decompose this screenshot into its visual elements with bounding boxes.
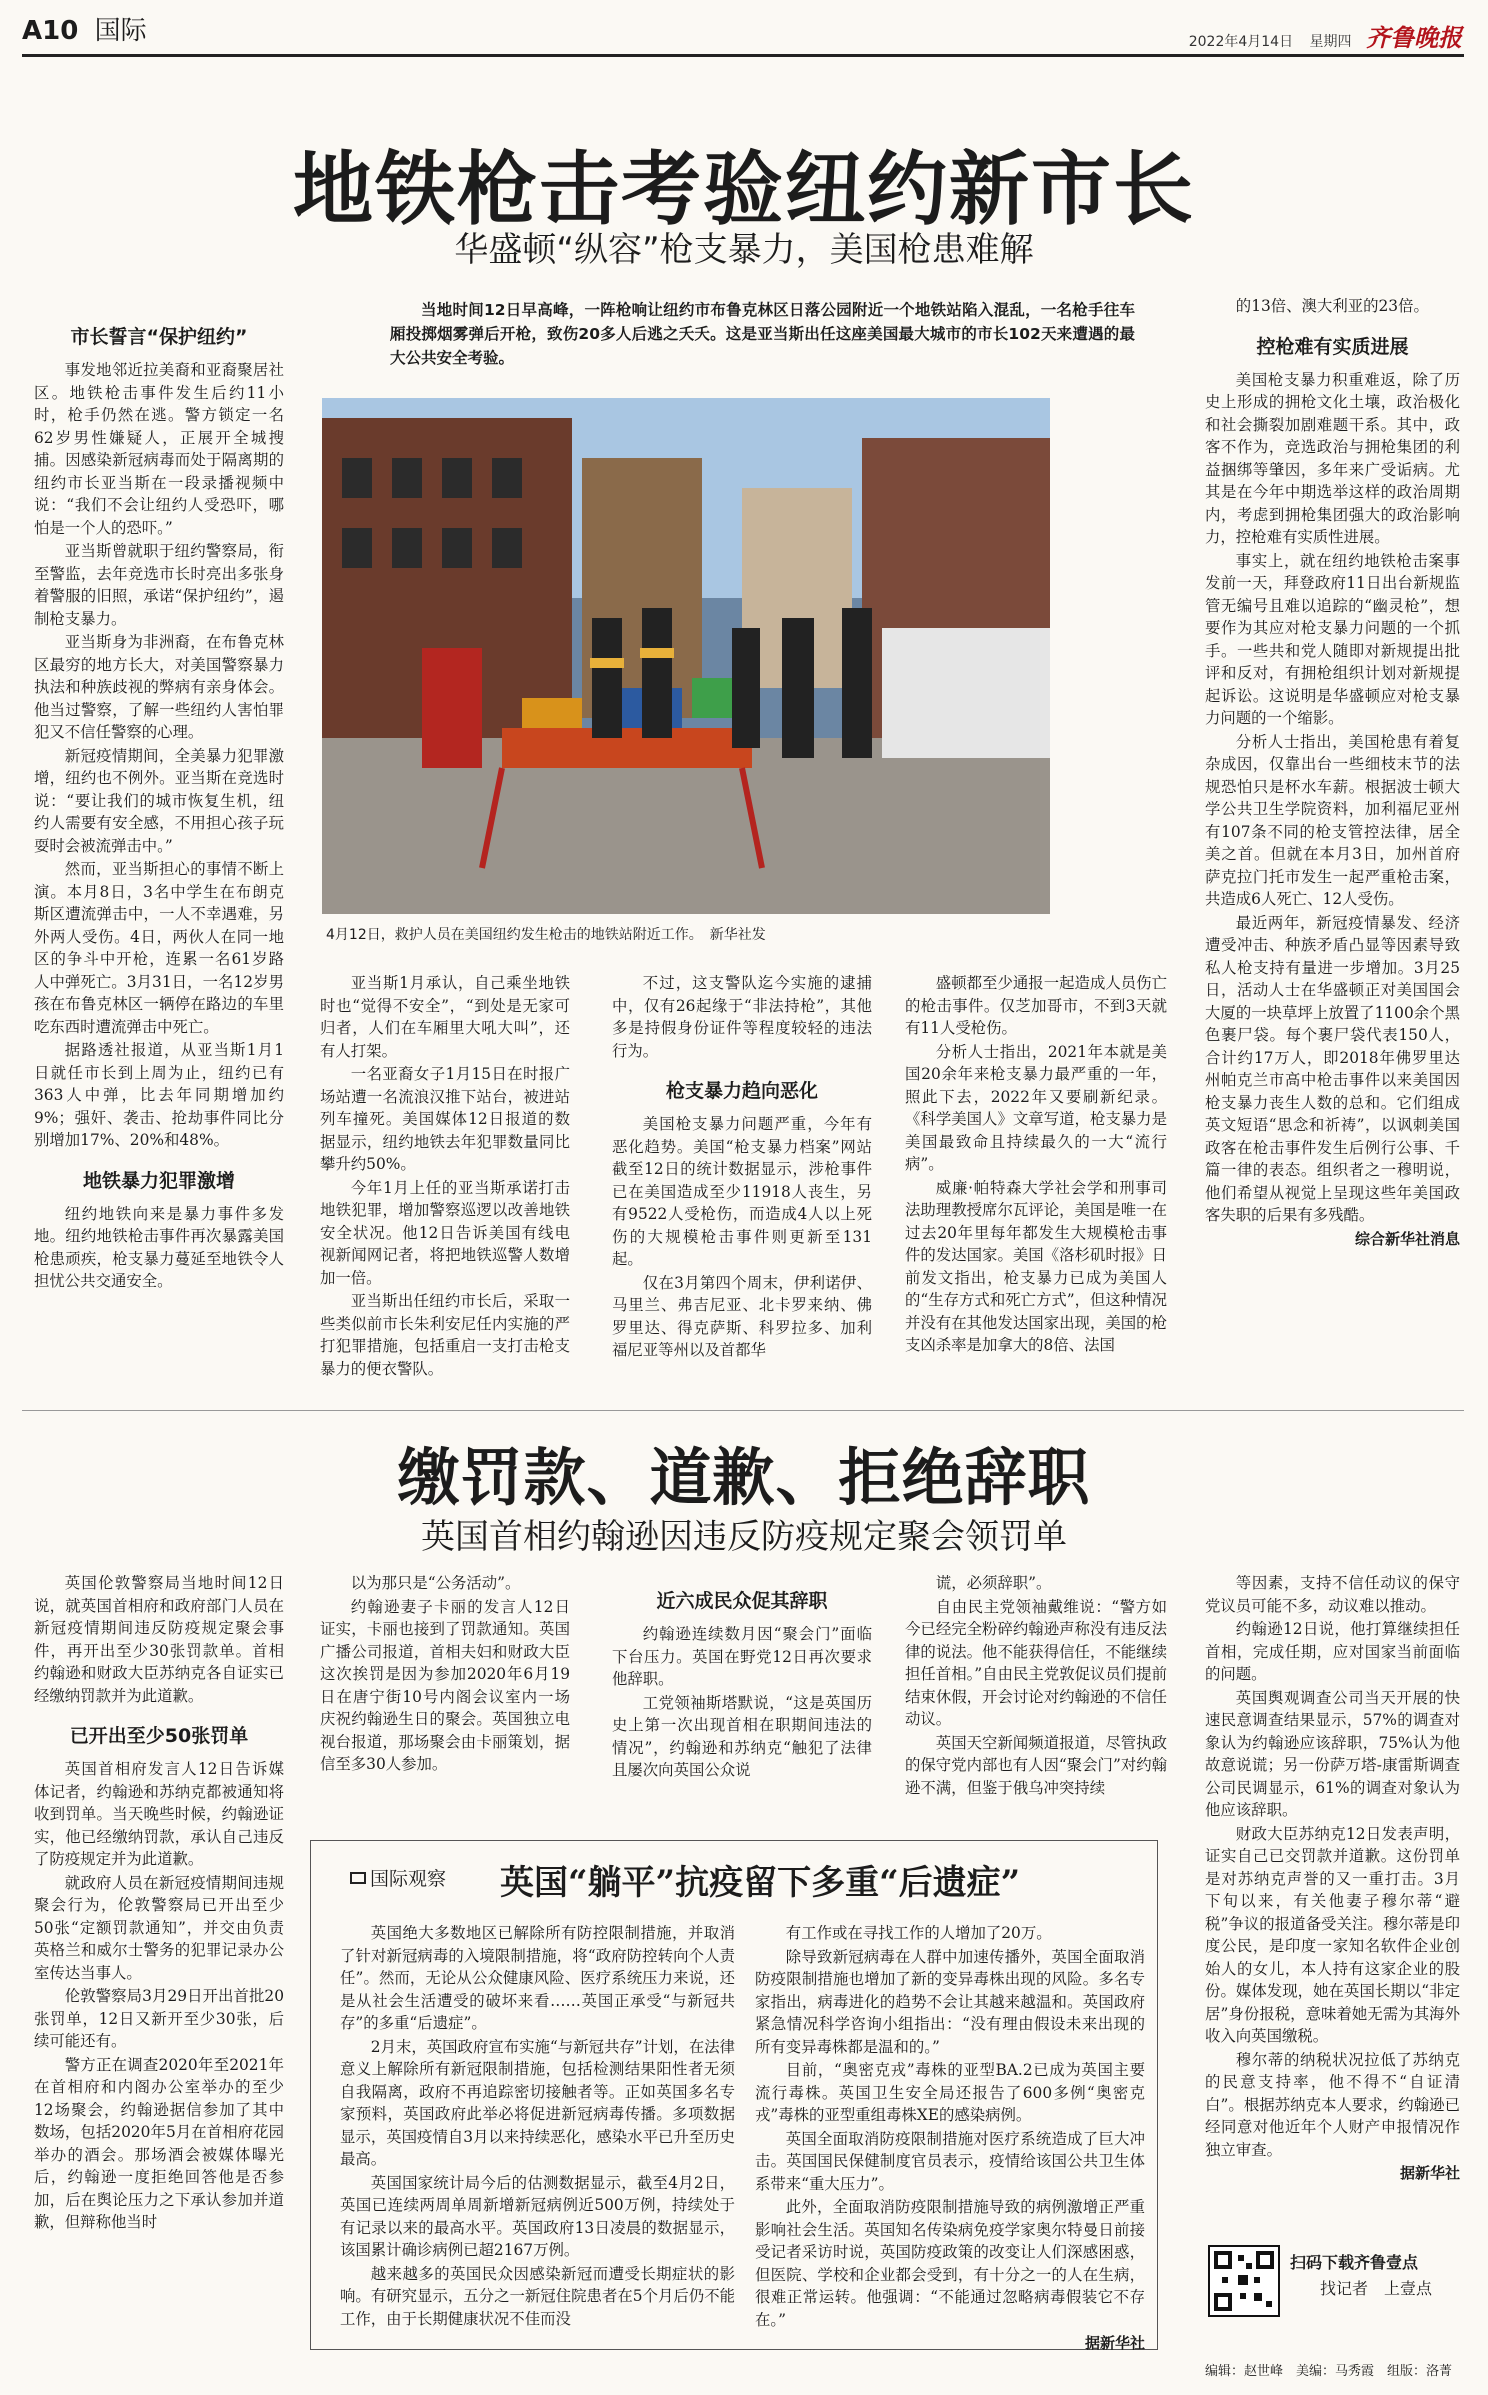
- paragraph: 自由民主党领袖戴维说：“警方如今已经完全粉碎约翰逊声称没有违反法律的说法。他不能获得信任，不能继续担任首相。”自由民主党敦促议员们提前结束休假，开会讨论对约翰逊的不信任动议。: [905, 1597, 1167, 1728]
- a1-c3-content: [612, 972, 872, 1362]
- paragraph: 今年1月上任的亚当斯承诺打击地铁犯罪，增加警察巡逻以改善地铁安全状况。他12日告诉美国有线电视新闻网记者，将把地铁巡警人数增加一倍。: [320, 1178, 570, 1287]
- a1-c1-content: [34, 322, 284, 1293]
- page-number: A10: [22, 16, 79, 46]
- paragraph: 事实上，就在纽约地铁枪击案事发前一天，拜登政府11日出台新规监管无编号且难以追踪的“幽灵枪”，想要作为其应对枪支暴力问题的一个抓手。一些共和党人随即对新规提出批评和反对，有拥枪组织计划对新规提起诉讼。这说明是华盛顿应对枪支暴力问题的一个缩影。: [1205, 551, 1460, 727]
- staff-credits: 编辑：赵世峰 美编：马秀霞 组版：洛菁: [1205, 2364, 1453, 2379]
- column-icon: [350, 1872, 366, 1884]
- a1-column-5: [1205, 295, 1460, 1251]
- photo-caption: 4月12日，救护人员在美国纽约发生枪击的地铁站附近工作。 新华社发: [326, 927, 766, 943]
- paragraph: 最近两年，新冠疫情暴发、经济遭受冲击、种族矛盾凸显等因素导致私人枪支持有量进一步增加。3月25日，活动人士在华盛顿正对美国国会大厦的一块草坪上放置了1100余个黑色裹尸袋。每个裹尸袋代表150人，合计约17万人，即2018年佛罗里达州帕克兰市高中枪击事件以来美国因枪支暴力丧生人数的总和。它们组成英文短语“思念和祈祷”，以讽刺美国政客在枪击事件发生后例行公事、千篇一律的表态。组织者之一穆明说，他们希望从视觉上呈现这些年美国政客失职的后果有多残酷。: [1205, 913, 1460, 1224]
- paragraph: 英国首相府发言人12日告诉媒体记者，约翰逊和苏纳克都被通知将收到罚单。当天晚些时候，约翰逊证实，他已经缴纳罚款，承认自己违反了防疫规定并为此道歉。: [34, 1760, 284, 1868]
- box-column-1: [340, 1922, 735, 2331]
- qr-code[interactable]: [1208, 2245, 1280, 2317]
- section-name: 国际: [94, 16, 147, 46]
- a2-c5-content: [1205, 1572, 1460, 2185]
- subheading: 控枪难有实质进展: [1256, 335, 1409, 358]
- issue-weekday: 星期四: [1309, 34, 1352, 50]
- paragraph: 然而，亚当斯担心的事情不断上演。本月8日，3名中学生在布朗克斯区遭流弹击中，一人不幸遇难，另外两人受伤。4日，两伙人在同一地区的争斗中开枪，连累一名61岁路人中弹死亡。3月31日，一名12岁男孩在布鲁克林区一辆停在路边的车里吃东西时遭流弹击中死亡。: [34, 860, 284, 1036]
- paragraph: 约翰逊连续数月因“聚会门”面临下台压力。英国在野党12日再次要求他辞职。: [612, 1625, 872, 1688]
- paragraph: 有工作或在寻找工作的人增加了20万。: [785, 1924, 1052, 1942]
- paragraph: 约翰逊12日说，他打算继续担任首相，完成任期，应对国家当前面临的问题。: [1205, 1620, 1460, 1683]
- paragraph: 亚当斯1月承认，自己乘坐地铁时也“觉得不安全”，“到处是无家可归者，人们在车厢里大吼大叫”，还有人打架。: [320, 974, 570, 1060]
- paragraph: 分析人士指出，2021年本就是美国20余年来枪支暴力最严重的一年，照此下去，2022年又要刷新纪录。《科学美国人》文章写道，枪支暴力是美国最致命且持续最久的一大“流行病”。: [905, 1042, 1167, 1173]
- a1-c4-content: [905, 972, 1167, 1357]
- a1-column-4: [905, 972, 1167, 1358]
- a2-column-1: [34, 1572, 284, 2235]
- paragraph: 新冠疫情期间，全美暴力犯罪激增，纽约也不例外。亚当斯在竞选时说：“要让我们的城市恢复生机，纽约人需要有安全感，不用担心孩子玩耍时会被流弹击中。”: [34, 746, 284, 855]
- paragraph: 越来越多的英国民众因感染新冠而遭受长期症状的影响。有研究显示，五分之一新冠住院患者在5个月后仍不能工作，由于长期健康状况不佳而没: [340, 2264, 735, 2328]
- paragraph: 分析人士指出，美国枪患有着复杂成因，仅靠出台一些细枝末节的法规恐怕只是杯水车薪。根据波士顿大学公共卫生学院资料，加利福尼亚州有107条不同的枪支管控法律，居全美之首。但就在本月3日，加州首府萨克拉门托市发生一起严重枪击案，共造成6人死亡、12人受伤。: [1205, 732, 1460, 908]
- subheading: 地铁暴力犯罪激增: [82, 1169, 235, 1192]
- a1-c2-content: [320, 972, 570, 1380]
- a1-column-1: [34, 308, 284, 1294]
- a1-column-3: [612, 972, 872, 1363]
- paragraph: 伦敦警察局3月29日开出首批20张罚单，12日又新开至少30张，后续可能还有。: [34, 1987, 284, 2050]
- subheading: 已开出至少50张罚单: [69, 1725, 249, 1747]
- paragraph: 目前，“奥密克戎”毒株的亚型BA.2已成为英国主要流行毒株。英国卫生安全局还报告了600多例“奥密克戎”毒株的亚型重组毒株XE的感染病例。: [755, 2061, 1145, 2124]
- reporter-text: 找记者 上壹点: [1320, 2279, 1433, 2298]
- paragraph: 约翰逊妻子卡丽的发言人12日证实，卡丽也接到了罚款通知。英国广播公司报道，首相夫妇和财政大臣这次挨罚是因为参加2020年6月19日在唐宁街10号内阁会议室内一场庆祝约翰逊生日的聚会。英国独立电视台报道，那场聚会由卡丽策划，据信至多30人参加。: [320, 1597, 570, 1773]
- paragraph: 纽约地铁向来是暴力事件多发地。纽约地铁枪击事件再次暴露美国枪患顽疾，枪支暴力蔓延至地铁令人担忧公共交通安全。: [34, 1204, 284, 1290]
- box-c2-content: [755, 1922, 1145, 2355]
- box-c1-content: [340, 1922, 735, 2330]
- paragraph: 一名亚裔女子1月15日在时报广场站遭一名流浪汉推下站台，被进站列车撞死。美国媒体12日报道的数据显示，纽约地铁去年犯罪数量同比攀升约50%。: [320, 1065, 570, 1173]
- subheading: 枪支暴力趋向恶化: [665, 1080, 818, 1102]
- paragraph: 威廉·帕特森大学社会学和刑事司法助理教授席尔瓦评论，美国是唯一在过去20年里每年都发生大规模枪击事件的发达国家。美国《洛杉矶时报》日前发文指出，枪支暴力已成为美国人的“生存方式和死亡方式”，但这种情况并没有在其他发达国家出现，美国的枪支凶杀率是加拿大的8倍、法国: [905, 1178, 1167, 1354]
- source-credit: 综合新华社消息: [1354, 1229, 1460, 1248]
- newspaper-logo: 齐鲁晚报: [1366, 23, 1462, 52]
- photo-illustration: [322, 398, 1050, 914]
- paragraph: 的13倍、澳大利亚的23倍。: [1235, 297, 1429, 315]
- a1-c5-content: [1205, 295, 1460, 1250]
- paragraph: 英国全面取消防疫限制措施对医疗系统造成了巨大冲击。英国国民保健制度官员表示，疫情给该国公共卫生体系带来“重大压力”。: [755, 2129, 1145, 2193]
- paragraph: 以为那只是“公务活动”。: [350, 1574, 521, 1592]
- paragraph: 亚当斯出任纽约市长后，采取一些类似前市长朱利安尼任内实施的严打犯罪措施，包括重启一支打击枪支暴力的便衣警队。: [320, 1292, 570, 1378]
- paragraph: 英国舆观调查公司当天开展的快速民意调查结果显示，57%的调查对象认为约翰逊应该辞职，75%认为他故意说谎；另一份萨万塔-康雷斯调查公司民调显示，61%的调查对象认为他应该辞职。: [1205, 1688, 1460, 1819]
- scan-text: 扫码下载齐鲁壹点: [1290, 2253, 1419, 2272]
- paragraph: 美国枪支暴力问题严重，今年有恶化趋势。美国“枪支暴力档案”网站截至12日的统计数据显示，涉枪事件已在美国造成至少11918人丧生，另有9522人受枪伤，而造成4人以上死伤的大规模枪击事件则更新至131起。: [612, 1115, 872, 1268]
- paragraph: 不过，这支警队迄今实施的逮捕中，仅有26起缘于“非法持枪”，其他多是持假身份证件等程度较轻的违法行为。: [612, 974, 872, 1060]
- a2-c4-content: [905, 1572, 1167, 1799]
- paragraph: 谎，必须辞职”。: [935, 1574, 1052, 1592]
- a2-c3-content: [612, 1586, 872, 1782]
- paragraph: 亚当斯曾就职于纽约警察局，衔至警监，去年竞选市长时亮出多张身着警服的旧照，承诺“保护纽约”，遏制枪支暴力。: [34, 542, 284, 628]
- a2-column-3: [612, 1572, 872, 1783]
- paragraph: 亚当斯身为非洲裔，在布鲁克林区最穷的地方长大，对美国警察暴力执法和种族歧视的弊病有亲身体会。他当过警察，了解一些纽约人害怕罪犯又不信任警察的心理。: [34, 633, 284, 741]
- paragraph: 2月末，英国政府宣布实施“与新冠共存”计划，在法律意义上解除所有新冠限制措施，包括检测结果阳性者无须自我隔离，政府不再追踪密切接触者等。正如英国多名专家预料，英国政府此举必将促进新冠病毒传播。多项数据显示，英国疫情自3月以来持续恶化，感染水平已升至历史最高。: [340, 2037, 735, 2168]
- qr-code-icon: [1210, 2247, 1278, 2315]
- paragraph: 除导致新冠病毒在人群中加速传播外，英国全面取消防疫限制措施也增加了新的变异毒株出现的风险。多名专家指出，病毒进化的趋势不会让其越来越温和。英国政府紧急情况科学咨询小组指出：“没有理由假设未来出现的所有变异毒株都是温和的。”: [755, 1947, 1145, 2056]
- source-credit: 据新华社: [1399, 2164, 1460, 2182]
- article-divider: [22, 1410, 1464, 1411]
- paragraph: 据路透社报道，从亚当斯1月1日就任市长到上周为止，纽约已有363人中弹，比去年同期增加约9%；强奸、袭击、抢劫事件同比分别增加17%、20%和48%。: [34, 1041, 284, 1149]
- a2-column-2: [320, 1572, 570, 1777]
- paragraph: 此外，全面取消防疫限制措施导致的病例激增正严重影响社会生活。英国知名传染病免疫学家奥尔特曼日前接受记者采访时说，英国防疫政策的改变让人们深感困惑，但医院、学校和企业都会受到，有十分之一的人在生病，很难正常运转。他强调：“不能通过忽略病毒假装它不存在。”: [755, 2198, 1145, 2329]
- paragraph: 英国天空新闻频道报道，尽管执政的保守党内部也有人因“聚会门”对约翰逊不满，但鉴于俄乌冲突持续: [905, 1733, 1167, 1797]
- paragraph: 美国枪支暴力积重难返，除了历史上形成的拥枪文化土壤，政治极化和社会撕裂加剧难题干系。其中，政客不作为，竞选政治与拥枪集团的利益捆绑等肇因，多年来广受诟病。尤其是在今年中期选举这样的政治周期内，考虑到拥枪集团强大的政治影响力，控枪难有实质性进展。: [1205, 370, 1460, 546]
- headline-johnson: 缴罚款、道歉、拒绝辞职: [397, 1441, 1091, 1514]
- commentary-label-text: 国际观察: [370, 1868, 447, 1890]
- subheading: 近六成民众促其辞职: [656, 1590, 828, 1612]
- paragraph: 英国伦敦警察局当地时间12日说，就英国首相府和政府部门人员在新冠疫情期间违反防疫规定聚会事件，再开出至少30张罚款单。首相约翰逊和财政大臣苏纳克各自证实已经缴纳罚款并为此道歉。: [34, 1574, 284, 1705]
- a2-column-4: [905, 1572, 1167, 1800]
- subhead-johnson: 英国首相约翰逊因违反防疫规定聚会领罚单: [421, 1517, 1067, 1557]
- paragraph: 仅在3月第四个周末，伊利诺伊、马里兰、弗吉尼亚、北卡罗来纳、佛罗里达、得克萨斯、科罗拉多、加利福尼亚等州以及首都华: [612, 1273, 872, 1359]
- news-photo: [322, 398, 1050, 914]
- page-header-left: [22, 10, 147, 47]
- headline-subway: 地铁枪击考验纽约新市长: [293, 142, 1195, 236]
- paragraph: 盛顿都至少通报一起造成人员伤亡的枪击事件。仅芝加哥市，不到3天就有11人受枪伤。: [905, 974, 1167, 1037]
- paragraph: 财政大臣苏纳克12日发表声明，证实自己已交罚款并道歉。这份罚单是对苏纳克声誉的又一重打击。3月下旬以来，有关他妻子穆尔蒂“避税”争议的报道备受关注。穆尔蒂是印度公民，是印度一家知名软件企业创始人的女儿，本人持有这家企业的股份。媒体发现，她在英国长期以“非定居”身份报税，意味着她无需为其海外收入向英国缴税。: [1205, 1824, 1460, 2045]
- paragraph: 事发地邻近拉美裔和亚裔聚居社区。地铁枪击事件发生后约11小时，枪手仍然在逃。警方锁定一名62岁男性嫌疑人，正展开全城搜捕。因感染新冠病毒而处于隔离期的纽约市长亚当斯在一段录播视频中说：“我们不会让纽约人受恐吓，哪怕是一个人的恐吓。”: [34, 361, 284, 537]
- commentary-label: [350, 1864, 446, 1891]
- subheading: 市长誓言“保护纽约”: [70, 326, 248, 348]
- paragraph: 穆尔蒂的纳税状况拉低了苏纳克的民意支持率，他不得不“自证清白”。根据苏纳克本人要求，约翰逊已经同意对他近年个人财产申报情况作独立审查。: [1205, 2050, 1460, 2159]
- issue-date: 2022年4月14日: [1188, 34, 1294, 50]
- paragraph: 警方正在调查2020年至2021年在首相府和内阁办公室举办的至少12场聚会，约翰逊据信参加了其中数场，包括2020年5月在首相府花园举办的酒会。那场酒会被媒体曝光后，约翰逊一度拒绝回答他是否参加，后在舆论压力之下承认参加并道歉，但辩称他当时: [34, 2055, 284, 2231]
- a2-c2-content: [320, 1572, 570, 1776]
- a2-c1-content: [34, 1572, 284, 2234]
- paragraph: 工党领袖斯塔默说，“这是英国历史上第一次出现首相在职期间违法的情况”，约翰逊和苏纳克“触犯了法律且屡次向英国公众说: [612, 1693, 872, 1779]
- header-rule: [22, 54, 1464, 57]
- a1-column-2: [320, 972, 570, 1381]
- lead-paragraph: 当地时间12日早高峰，一阵枪响让纽约市布鲁克林区日落公园附近一个地铁站陷入混乱，一名枪手往车厢投掷烟雾弹后开枪，致伤20多人后逃之夭夭。这是亚当斯出任这座美国最大城市的市长102天来遭遇的最大公共安全考验。: [390, 301, 1135, 367]
- paragraph: 英国绝大多数地区已解除所有防控限制措施，并取消了针对新冠病毒的入境限制措施，将“政府防控转向个人责任”。然而，无论从公众健康风险、医疗系统压力来说，还是从社会生活遭受的破坏来看……英国正承受“与新冠共存”的多重“后遗症”。: [340, 1924, 735, 2032]
- paragraph: 等因素，支持不信任动议的保守党议员可能不多，动议难以推动。: [1205, 1574, 1460, 1615]
- paragraph: 英国国家统计局今后的估测数据显示，截至4月2日，英国已连续两周单周新增新冠病例近500万例，持续处于有记录以来的最高水平。英国政府13日凌晨的数据显示，该国累计确诊病例已超2167万例。: [340, 2173, 735, 2259]
- paragraph: 就政府人员在新冠疫情期间违规聚会行为，伦敦警察局已开出至少50张“定额罚款通知”，并交由负责英格兰和威尔士警务的犯罪记录办公室传达当事人。: [34, 1873, 284, 1982]
- commentary-title: 英国“躺平”抗疫留下多重“后遗症”: [500, 1863, 1021, 1903]
- source-credit: 据新华社: [1084, 2334, 1145, 2352]
- subhead-subway: 华盛顿“纵容”枪支暴力，美国枪患难解: [454, 230, 1034, 270]
- a2-column-5: [1205, 1572, 1460, 2186]
- box-column-2: [755, 1922, 1145, 2356]
- page-header-right: [1189, 18, 1462, 53]
